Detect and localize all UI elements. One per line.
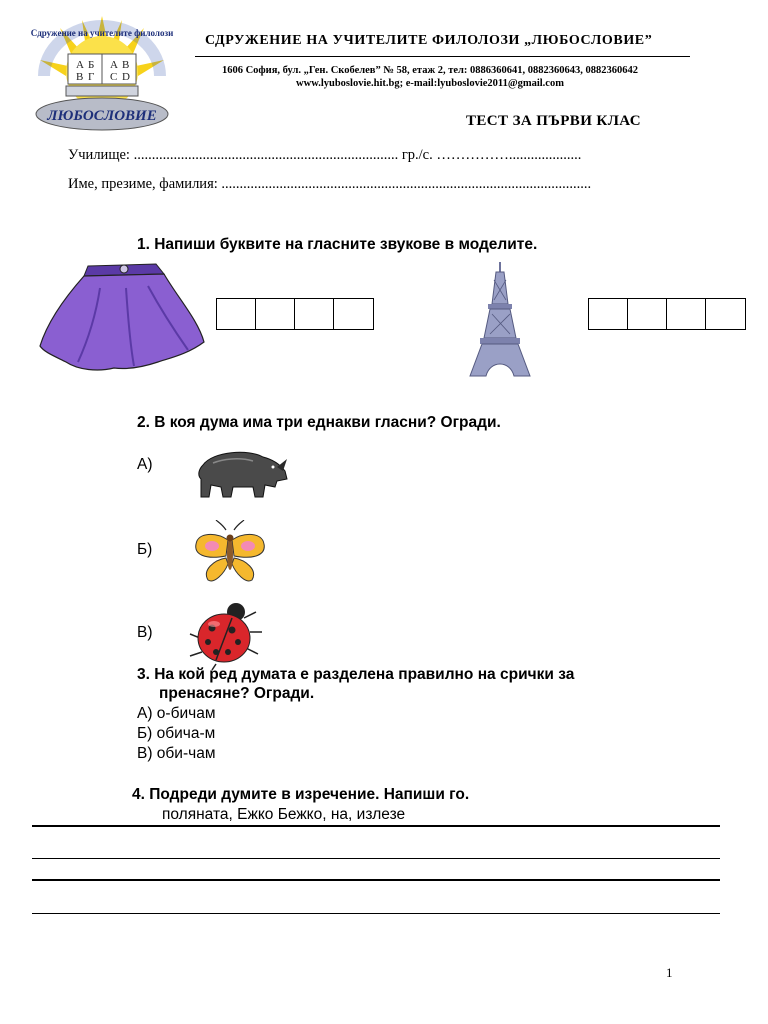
header-divider: [195, 56, 690, 57]
answer-box[interactable]: [628, 299, 667, 329]
svg-text:Г: Г: [88, 71, 95, 83]
answer-boxes-left: [216, 298, 374, 330]
question-3-text-line1: 3. На кой ред думата е разделена правилно на срички за: [137, 666, 575, 683]
page-number: 1: [666, 965, 673, 980]
school-field[interactable]: Училище: ......................................................................... гр./с. ……………....................: [68, 147, 582, 163]
question-4-words: поляната, Ежко Бежко, на, излезе: [162, 806, 406, 823]
svg-text:Б: Б: [88, 59, 95, 71]
q3-option-a[interactable]: А) о-бичам: [137, 705, 216, 722]
organization-contact: [195, 64, 665, 90]
svg-text:А: А: [76, 59, 84, 71]
organization-logo: [30, 14, 174, 132]
svg-text:В: В: [76, 71, 84, 83]
question-2-text: 2. В коя дума има три еднакви гласни? Огради.: [137, 414, 501, 431]
question-1-text: 1. Напиши буквите на гласните звукове в моделите.: [137, 236, 538, 253]
name-field[interactable]: Име, презиме, фамилия: ......................................................................................................: [68, 176, 592, 192]
rhino-image: [193, 445, 289, 501]
answer-box[interactable]: [295, 299, 334, 329]
answer-box[interactable]: [217, 299, 256, 329]
answer-box[interactable]: [334, 299, 373, 329]
svg-text:А: А: [110, 59, 118, 71]
question-3-text-line2: пренасяне? Огради.: [159, 685, 315, 702]
web-line: www.lyuboslovie.hit.bg; e-mail:lyuboslovie2011@gmail.com: [296, 78, 564, 89]
option-b-label[interactable]: Б): [137, 541, 153, 558]
eiffel-tower-image: [468, 260, 532, 378]
answer-line[interactable]: [32, 913, 720, 914]
answer-boxes-right: [588, 298, 746, 330]
option-a-label[interactable]: А): [137, 456, 153, 473]
svg-text:D: D: [122, 71, 130, 83]
svg-text:ЛЮБОСЛОВИЕ: ЛЮБОСЛОВИЕ: [47, 108, 157, 124]
answer-box[interactable]: [667, 299, 706, 329]
answer-box[interactable]: [256, 299, 295, 329]
test-title: ТЕСТ ЗА ПЪРВИ КЛАС: [466, 113, 641, 129]
answer-box[interactable]: [589, 299, 628, 329]
organization-title: СДРУЖЕНИЕ НА УЧИТЕЛИТЕ ФИЛОЛОЗИ „ЛЮБОСЛОВИЕ”: [205, 33, 653, 48]
address-line: 1606 София, бул. „Ген. Скобелев” № 58, етаж 2, тел: 0886360641, 0882360643, 0882360642: [221, 65, 639, 76]
answer-line[interactable]: [32, 858, 720, 859]
skirt-image: [38, 258, 206, 378]
svg-text:Сдружение на учителите филолоз: Сдружение на учителите филолози: [30, 28, 174, 38]
option-v-label[interactable]: В): [137, 624, 153, 641]
butterfly-image: [192, 520, 268, 586]
svg-text:С: С: [110, 71, 118, 83]
answer-line[interactable]: [32, 825, 720, 827]
answer-box[interactable]: [706, 299, 745, 329]
q3-option-b[interactable]: Б) обича-м: [137, 725, 216, 742]
svg-text:В: В: [122, 59, 130, 71]
question-4-text: 4. Подреди думите в изречение. Напиши го.: [132, 786, 470, 803]
q3-option-v[interactable]: В) оби-чам: [137, 745, 216, 762]
ladybug-image: [186, 598, 266, 672]
answer-line[interactable]: [32, 879, 720, 881]
